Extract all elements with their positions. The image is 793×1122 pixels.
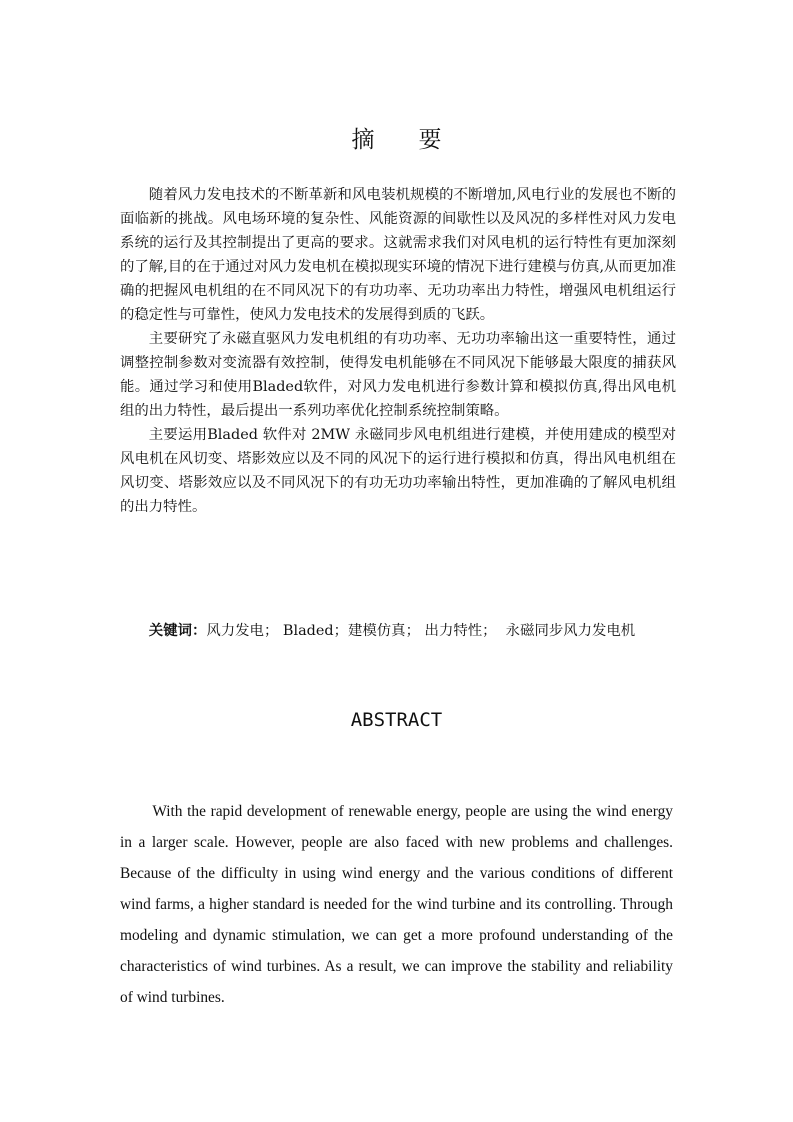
abstract-cn-body — [120, 183, 676, 519]
abstract-en-title: ABSTRACT — [350, 709, 443, 731]
keywords-line — [120, 618, 676, 645]
abstract-cn-paragraph-3: 主要运用Bladed 软件对 2MW 永磁同步风电机组进行建模，并使用建成的模型对风电机在风切变、塔影效应以及不同的风况下的运行进行模拟和仿真，得出风电机组在风切变、塔影效应以及不同风况下的有功无功功率输出特性，更加准确的了解风电机组的出力特性。 — [120, 427, 676, 515]
abstract-cn-paragraph-2: 主要研究了永磁直驱风力发电机组的有功功率、无功功率输出这一重要特性，通过调整控制参数对变流器有效控制，使得发电机能够在不同风况下能够最大限度的捕获风能。通过学习和使用Bladed软件，对风力发电机进行参数计算和模拟仿真,得出风电机组的出力特性，最后提出一系列功率优化控制系统控制策略。 — [120, 331, 676, 419]
abstract-cn-title: 摘要 — [351, 127, 486, 153]
keyword-item: 出力特性； — [424, 623, 497, 639]
abstract-en-paragraph: With the rapid development of renewable energy, people are using the wind energy in a larger scale. However, people are also faced with new problems and challenges. Because of the difficulty in using wind energy and the various conditions of different wind farms, a higher standard is needed for the wind turbine and its controlling. Through modeling and dynamic stimulation, we can get a more profound understanding of the characteristics of wind turbines. As a result, we can improve the stability and reliability of wind turbines. — [120, 803, 673, 1006]
keywords-label: 关键词： — [148, 623, 207, 639]
keyword-item: 永磁同步风力发电机 — [505, 623, 636, 639]
abstract-cn-paragraph-1: 随着风力发电技术的不断革新和风电装机规模的不断增加,风电行业的发展也不断的面临新的挑战。风电场环境的复杂性、风能资源的间歇性以及风况的多样性对风力发电系统的运行及其控制提出了更高的要求。这就需求我们对风电机的运行特性有更加深刻的了解,目的在于通过对风力发电机在模拟现实环境的情况下进行建模与仿真,从而更加准确的把握风电机组的在不同风况下的有功功率、无功功率出力特性，增强风电机组运行的稳定性与可靠性，使风力发电技术的发展得到质的飞跃。 — [120, 187, 676, 323]
keyword-item: Bladed；建模仿真； — [282, 623, 420, 639]
keyword-item: 风力发电； — [206, 623, 279, 639]
